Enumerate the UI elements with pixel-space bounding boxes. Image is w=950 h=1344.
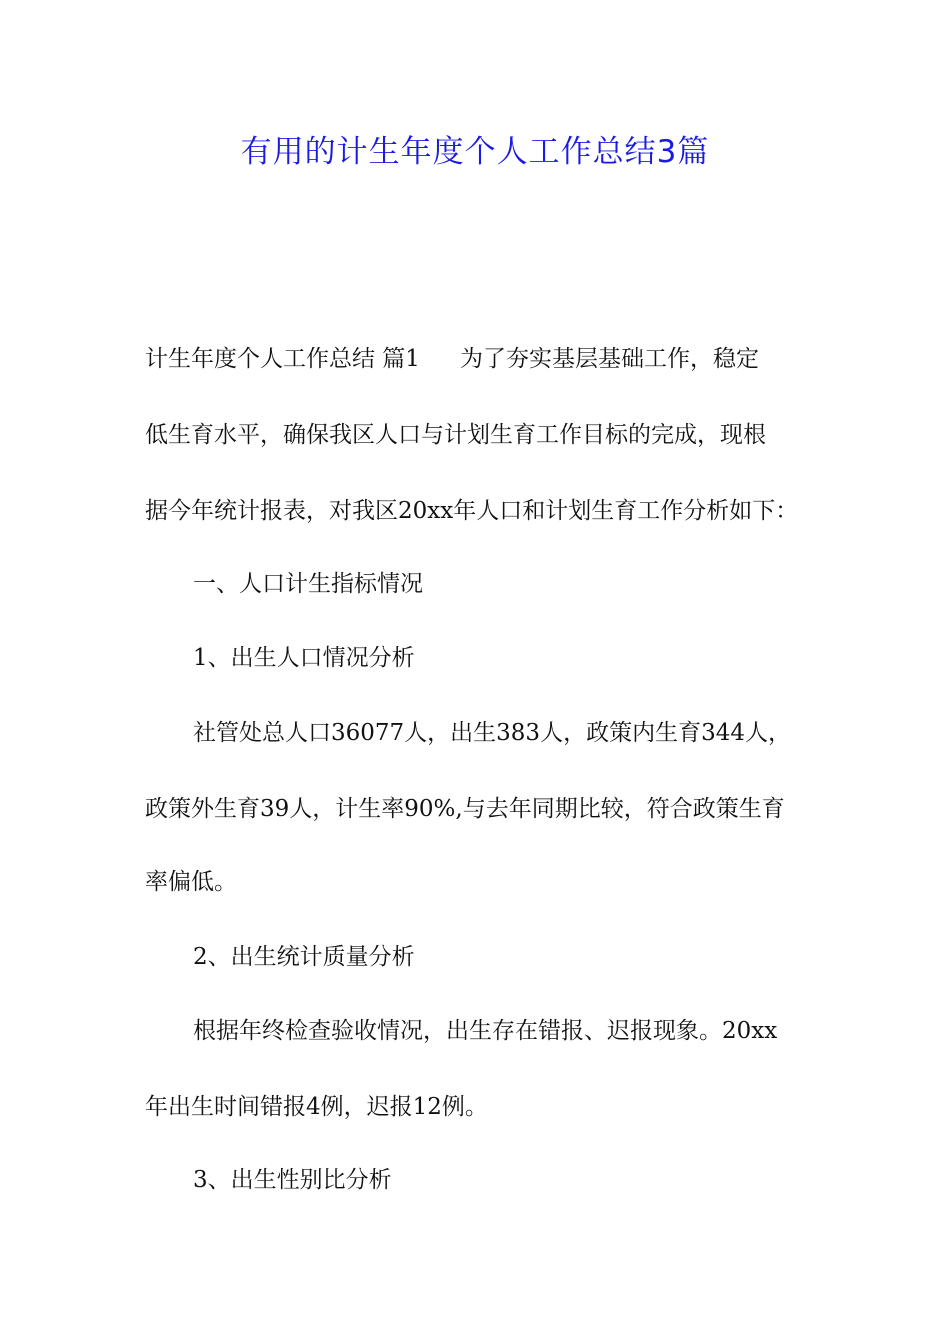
section-heading: 计生年度个人工作总结 篇1: [145, 346, 420, 372]
document-title: 有用的计生年度个人工作总结3篇: [240, 134, 710, 170]
subheading: 一、人口计生指标情况: [193, 571, 423, 597]
paragraph-line: 低生育水平，确保我区人口与计划生育工作目标的完成，现根: [145, 422, 766, 448]
subheading: 1、出生人口情况分析: [193, 645, 415, 671]
paragraph-line: 据今年统计报表，对我区20xx年人口和计划生育工作分析如下：: [145, 498, 799, 524]
paragraph-line: 年出生时间错报4例，迟报12例。: [145, 1094, 488, 1120]
paragraph-text: 为了夯实基层基础工作，稳定: [459, 346, 759, 372]
paragraph-line: 根据年终检查验收情况，出生存在错报、迟报现象。20xx: [193, 1018, 778, 1044]
paragraph-line: 率偏低。: [145, 869, 237, 895]
paragraph-line: 社管处总人口36077人，出生383人，政策内生育344人，: [193, 720, 791, 746]
paragraph-line: 政策外生育39人，计生率90%,与去年同期比较，符合政策生育: [145, 796, 785, 822]
subheading: 2、出生统计质量分析: [193, 944, 415, 970]
paragraph-line: [145, 339, 845, 379]
subheading: 3、出生性别比分析: [193, 1167, 392, 1193]
